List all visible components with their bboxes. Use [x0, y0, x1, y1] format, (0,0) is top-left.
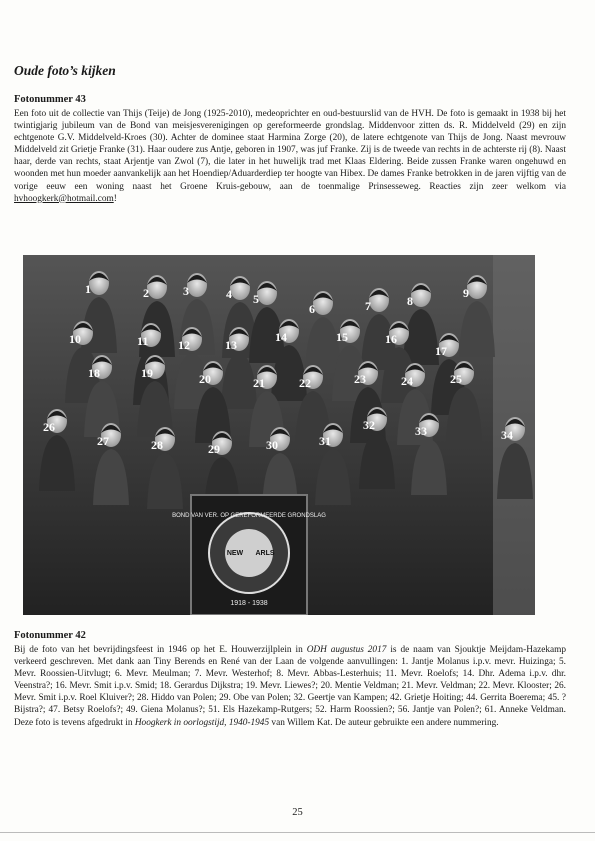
person-number-label: 10	[69, 332, 81, 346]
person-number-label: 21	[253, 376, 265, 390]
person-number-label: 30	[266, 438, 278, 452]
person-number-label: 6	[309, 302, 315, 316]
person-number-label: 16	[385, 332, 397, 346]
person-number-label: 13	[225, 338, 237, 352]
photo42-text-a: Bij de foto van het bevrijdingsfeest in 1946 op het E. Houwerzijlplein in	[14, 645, 307, 655]
person-number-label: 22	[299, 376, 311, 390]
person-number-label: 27	[97, 434, 109, 448]
banner-board	[172, 495, 326, 615]
section-title: Oude foto’s kijken	[14, 63, 116, 78]
photo42-caption	[14, 644, 566, 729]
person-number-label: 33	[415, 424, 427, 438]
person-number-label: 28	[151, 438, 163, 452]
person-number-label: 29	[208, 442, 220, 456]
person-number-label: 18	[88, 366, 100, 380]
person-number-label: 24	[401, 374, 413, 388]
page-edge-line	[0, 832, 595, 833]
person-number-label: 3	[183, 284, 189, 298]
person-number-label: 14	[275, 330, 287, 344]
person-number-label: 9	[463, 286, 469, 300]
person-number-label: 7	[365, 299, 371, 313]
person-number-label: 32	[363, 418, 375, 432]
photo43-caption-text: Een foto uit de collectie van Thijs (Teije) de Jong (1925-2010), medeoprichter en oud-bestuurslid van de HVH. De foto is gemaakt in 1938 bij het twintigjarig jubileum van de Bond van meisjesverenigingen op gereformeerde grondslag. Middenvoor zitten ds. R. Middelveld (29) en zijn echtgenote G.V. Middelveld-Kroes (30). Achter de dominee staat Harmina Zorge (20), de latere echtgenote van Thijs de Jong. Naast mevrouw Middelveld zit Grietje Franke (31). Haar oudere zus Antje, geboren in 1907, was juf Franke. Zij is de tweede van rechts in de achterste rij (8). Naast haar, derde van rechts, staat Arjentje van Zwol (7), die later in het huwelijk trad met Klaas Eldering. Beide zussen Franke waren ongehuwd en woonden met hun moeder aanvankelijk aan het Hoendiep/Aduarderdiep ter hoogte van Hibex. De dames Franke betrokken in de jaren vijftig van de vorige eeuw een woning naast het Groene Kruis-gebouw, aan de toenmalige Prinsesseweg. Reacties zijn zeer welkom via	[14, 109, 566, 192]
banner-top-text: BOND VAN VER. OP GEREFORMEERDE GRONDSLAG	[172, 513, 326, 519]
banner-right-text: ARLS	[255, 550, 275, 557]
person-number-label: 1	[85, 282, 91, 296]
photo42-source-title: ODH augustus 2017	[306, 645, 387, 655]
person-number-label: 19	[141, 366, 153, 380]
banner-year-text: 1918 - 1938	[230, 600, 268, 607]
photo43-caption	[14, 108, 566, 205]
person-number-label: 8	[407, 294, 413, 308]
person-number-label: 25	[450, 372, 462, 386]
photo42-text-b: is de naam van Sjouktje Meijdam-Hazekamp verkeerd geschreven. Met dank aan Tiny Berends en René van der Laan de volgende aanvullingen: 1. Jantje Molanus i.p.v. mevr. Huizinga; 5. Mevr. Roossien-Uitvlugt; 6. Mevr. Meulman; 7. Mevr. Westerhof; 8. Mevr. Abbas-Lesterhuis; 11. Mevr. Roelofs; 14. Dhr. Adema i.p.v. dhr. Veenstra?; 16. Mevr. Smit i.p.v. Smid; 18. Gerardus Dijkstra; 19. Mevr. Liewes?; 20. Mentie Veldman; 21. Mevr. Veldman; 22. Mevr. Klooster; 26. Mevr. Smit i.p.v. Roel Kluiver?; 28. Hiddo van Polen; 29. Obe van Polen; 32. Geertje van Kampen; 42. Grietje Hoiting; 44. Gerrita Boerema; 45. ? Bijstra?; 47. Betsy Roelofs?; 49. Giena Molanus?; 51. Els Hazekamp-Rutgers; 52. Harm Roossien?; 56. Jantje van Polen?; 61. Anneke Veldman. Deze foto is tevens afgedrukt in	[14, 645, 566, 728]
person-number-label: 34	[501, 428, 513, 442]
person-number-label: 23	[354, 372, 366, 386]
group-photo-drawing	[23, 255, 535, 615]
person-number-label: 17	[435, 344, 447, 358]
person-number-label: 15	[336, 330, 348, 344]
page-number: 25	[292, 807, 303, 818]
contact-email-link[interactable]: hvhoogkerk@hotmail.com	[14, 193, 114, 204]
person-number-label: 2	[143, 286, 149, 300]
person-number-label: 20	[199, 372, 211, 386]
photo42-book-title: Hoogkerk in oorlogstijd, 1940-1945	[134, 717, 270, 728]
photo42-heading: Fotonummer 42	[14, 630, 86, 641]
person-number-label: 11	[137, 334, 149, 348]
banner-left-text: NEW	[226, 550, 244, 557]
person-number-label: 4	[226, 287, 232, 301]
photo43-caption-end: !	[113, 193, 117, 204]
person-number-label: 12	[178, 338, 190, 352]
group-photo-1938	[23, 255, 535, 615]
person-number-label: 5	[253, 292, 259, 306]
photo43-heading: Fotonummer 43	[14, 94, 86, 105]
photo42-text-c: van Willem Kat. De auteur gebruikte een andere nummering.	[269, 717, 499, 728]
person-number-label: 31	[319, 434, 331, 448]
person-number-label: 26	[43, 420, 55, 434]
